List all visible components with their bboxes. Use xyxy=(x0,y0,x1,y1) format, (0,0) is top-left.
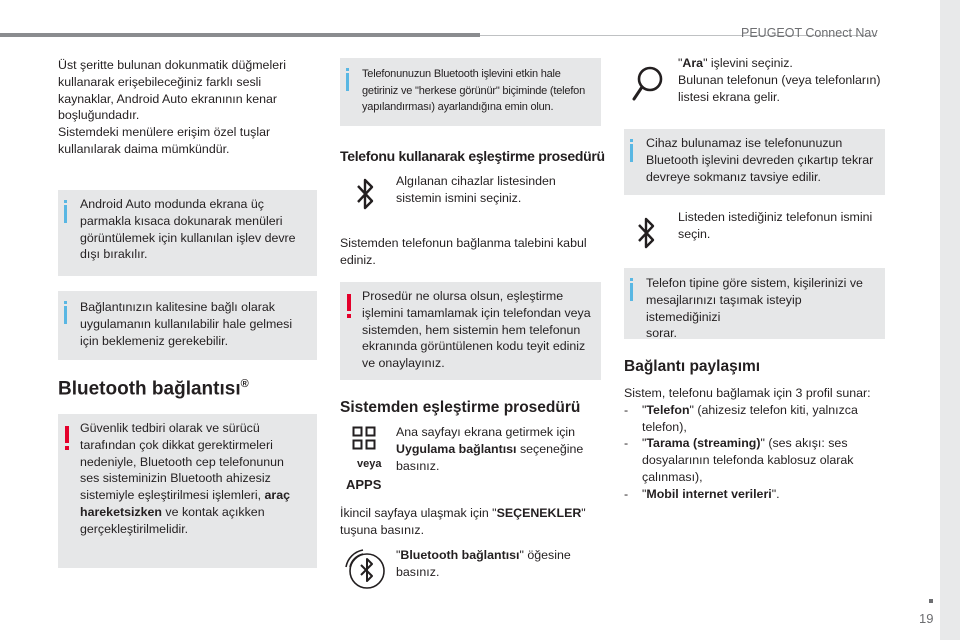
text-line: "Mobil internet verileri". xyxy=(642,486,780,501)
section-heading-bluetooth: Bluetooth bağlantısı® xyxy=(58,378,249,400)
warning-box-safety xyxy=(58,414,317,568)
text-line: kaynaklar, Android Auto ekranının kenar xyxy=(58,91,278,106)
section-heading-phone-pairing: Telefonu kullanarak eşleştirme prosedürü xyxy=(340,148,605,164)
list-item xyxy=(624,486,904,503)
step-accept-request xyxy=(340,235,587,269)
text-line: gerçekleştirilmelidir. xyxy=(80,521,189,536)
step-select-phone xyxy=(678,209,872,243)
list-item xyxy=(624,435,904,485)
info-icon xyxy=(345,68,351,91)
step-search xyxy=(678,55,881,105)
info-icon xyxy=(63,200,69,223)
text-line: Sistemden telefonun bağlanma talebini kabul xyxy=(340,236,587,250)
apps-button-label: APPS xyxy=(346,477,382,492)
text-line: Prosedür ne olursa olsun, eşleştirme xyxy=(362,289,564,303)
text-line: tarafından çok dikkat gerektirmeleri xyxy=(80,437,273,452)
apps-or-label: veya xyxy=(357,458,382,470)
text-line: seçin. xyxy=(678,226,711,241)
info-box-connection-quality xyxy=(58,291,317,360)
text-line: nedeniyle, Bluetooth cep telefonunun xyxy=(80,454,284,469)
text-line: Ana sayfayı ekrana getirmek için xyxy=(396,425,576,439)
list-dash: - xyxy=(624,402,629,417)
text-line: sistemin ismini seçiniz. xyxy=(396,190,522,205)
header-bar xyxy=(0,33,480,37)
text-line: ekranında görüntülenen kodu teyit ediniz xyxy=(362,339,586,354)
text-line: "Bluetooth bağlantısı" öğesine xyxy=(396,548,571,562)
page-marker xyxy=(929,599,933,603)
text-line: kullanarak erişebileceğiniz farklı sesli xyxy=(58,74,262,89)
text-line: devreye sokmanız tavsiye edilir. xyxy=(646,169,821,184)
section-heading-connection-sharing: Bağlantı paylaşımı xyxy=(624,358,761,375)
text-line: Algılanan cihazlar listesinden xyxy=(396,174,556,188)
text-line: yapılandırması) ayarlandığına emin olun. xyxy=(362,101,554,114)
info-icon xyxy=(63,301,69,324)
info-box-android-auto xyxy=(58,190,317,276)
text-line: parmakla kısaca dokunarak menüleri xyxy=(80,213,283,228)
text-line: Bluetooth işlevini devreden çıkartıp tekrar xyxy=(646,152,874,167)
text-line: ses sisteminizin Bluetooth ahizesiz xyxy=(80,471,271,486)
text-line: Listeden istediğiniz telefonun ismini xyxy=(678,210,873,224)
text-line: listesi ekrana gelir. xyxy=(678,89,780,104)
text-line: Bulunan telefonun (veya telefonların) xyxy=(678,72,881,87)
text-line: sorar. xyxy=(646,326,677,341)
step-app-connection xyxy=(396,424,596,474)
text-line: ve onaylayınız. xyxy=(362,356,445,371)
profile-list xyxy=(624,385,904,503)
list-dash: - xyxy=(624,486,629,501)
text-line: işlemini tamamlamak için telefondan veya xyxy=(362,305,591,320)
text-line: Telefon tipine göre sistem, kişilerinizi ve xyxy=(646,276,863,290)
bluetooth-icon xyxy=(636,216,658,255)
text-line: Uygulama bağlantısı seçeneğine xyxy=(396,441,584,456)
text-line: basınız. xyxy=(396,458,440,473)
text-line: uygulamanın kullanılabilir hale gelmesi xyxy=(80,316,293,331)
info-icon xyxy=(629,139,635,162)
text-line: Telefonunuzun Bluetooth işlevini etkin hale xyxy=(362,68,561,80)
text-line: için beklemeniz gerekebilir. xyxy=(80,333,229,348)
text-line: dışı bırakılır. xyxy=(80,247,148,262)
bluetooth-touch-icon xyxy=(341,545,387,596)
text-line: basınız. xyxy=(396,564,440,579)
info-box-bluetooth-visible xyxy=(340,58,601,126)
step-options xyxy=(340,505,586,539)
text-line: İkincil sayfaya ulaşmak için "SEÇENEKLER" xyxy=(340,506,586,520)
warning-icon xyxy=(347,294,353,318)
info-icon xyxy=(629,278,635,301)
section-heading-system-pairing: Sistemden eşleştirme prosedürü xyxy=(340,399,581,416)
text-line: sistemden, hem sistemin hem telefonun xyxy=(362,322,581,337)
text-line: hareketsizken ve kontak açıkken xyxy=(80,504,265,519)
warning-icon xyxy=(65,426,71,450)
text-line: sistemiyle eşleştirilmesi işlemleri, araç xyxy=(80,488,291,503)
text-line: telefon), xyxy=(642,419,687,434)
page-edge-strip xyxy=(940,0,960,640)
warning-box-confirm-code xyxy=(340,282,601,380)
text-line: mesajlarınızı taşımak isteyip istemediğinizi xyxy=(646,292,802,324)
text-line: Android Auto modunda ekrana üç xyxy=(80,197,264,211)
step-bluetooth-connection xyxy=(396,547,571,581)
page-header-title: PEUGEOT Connect Nav xyxy=(741,26,878,40)
text-line: "Tarama (streaming)" (ses akışı: ses xyxy=(642,436,848,451)
registered-mark: ® xyxy=(240,378,249,390)
text-line: çalınması), xyxy=(642,469,703,484)
list-item xyxy=(624,402,904,436)
text-line: Bağlantınızın kalitesine bağlı olarak xyxy=(80,300,275,314)
info-box-device-not-found xyxy=(624,129,885,195)
text-line: Cihaz bulunamaz ise telefonunuzun xyxy=(646,136,843,150)
text-line: ediniz. xyxy=(340,252,376,267)
text-line: getiriniz ve "herkese görünür" biçiminde (telefon xyxy=(362,84,586,97)
bluetooth-icon xyxy=(355,177,377,216)
text-line: Sistem, telefonu bağlamak için 3 profil sunar: xyxy=(624,386,871,400)
step-select-system xyxy=(396,173,556,207)
text-line: Üst şeritte bulunan dokunmatik düğmeleri xyxy=(58,58,286,72)
page-number: 19 xyxy=(919,611,934,626)
text-line: kullanılarak daima mümkündür. xyxy=(58,141,230,156)
text-line: görüntülemek için kullanılan işlev devre xyxy=(80,230,296,245)
text-line: "Telefon" (ahizesiz telefon kiti, yalnızca xyxy=(642,402,858,417)
list-dash: - xyxy=(624,436,629,451)
text-line: "Ara" işlevini seçiniz. xyxy=(678,56,793,70)
text-line: tuşuna basınız. xyxy=(340,522,425,537)
search-icon xyxy=(631,64,665,109)
text-line: Sistemdeki menülere erişim özel tuşlar xyxy=(58,125,271,140)
text-line: boşluğundadır. xyxy=(58,108,140,123)
col1-intro xyxy=(58,57,308,158)
info-box-transfer-contacts xyxy=(624,268,885,339)
apps-grid-icon xyxy=(352,426,376,455)
text-line: Güvenlik tedbiri olarak ve sürücü xyxy=(80,421,260,435)
text-line: dosyalarının telefonda kablosuz olarak xyxy=(642,453,854,468)
